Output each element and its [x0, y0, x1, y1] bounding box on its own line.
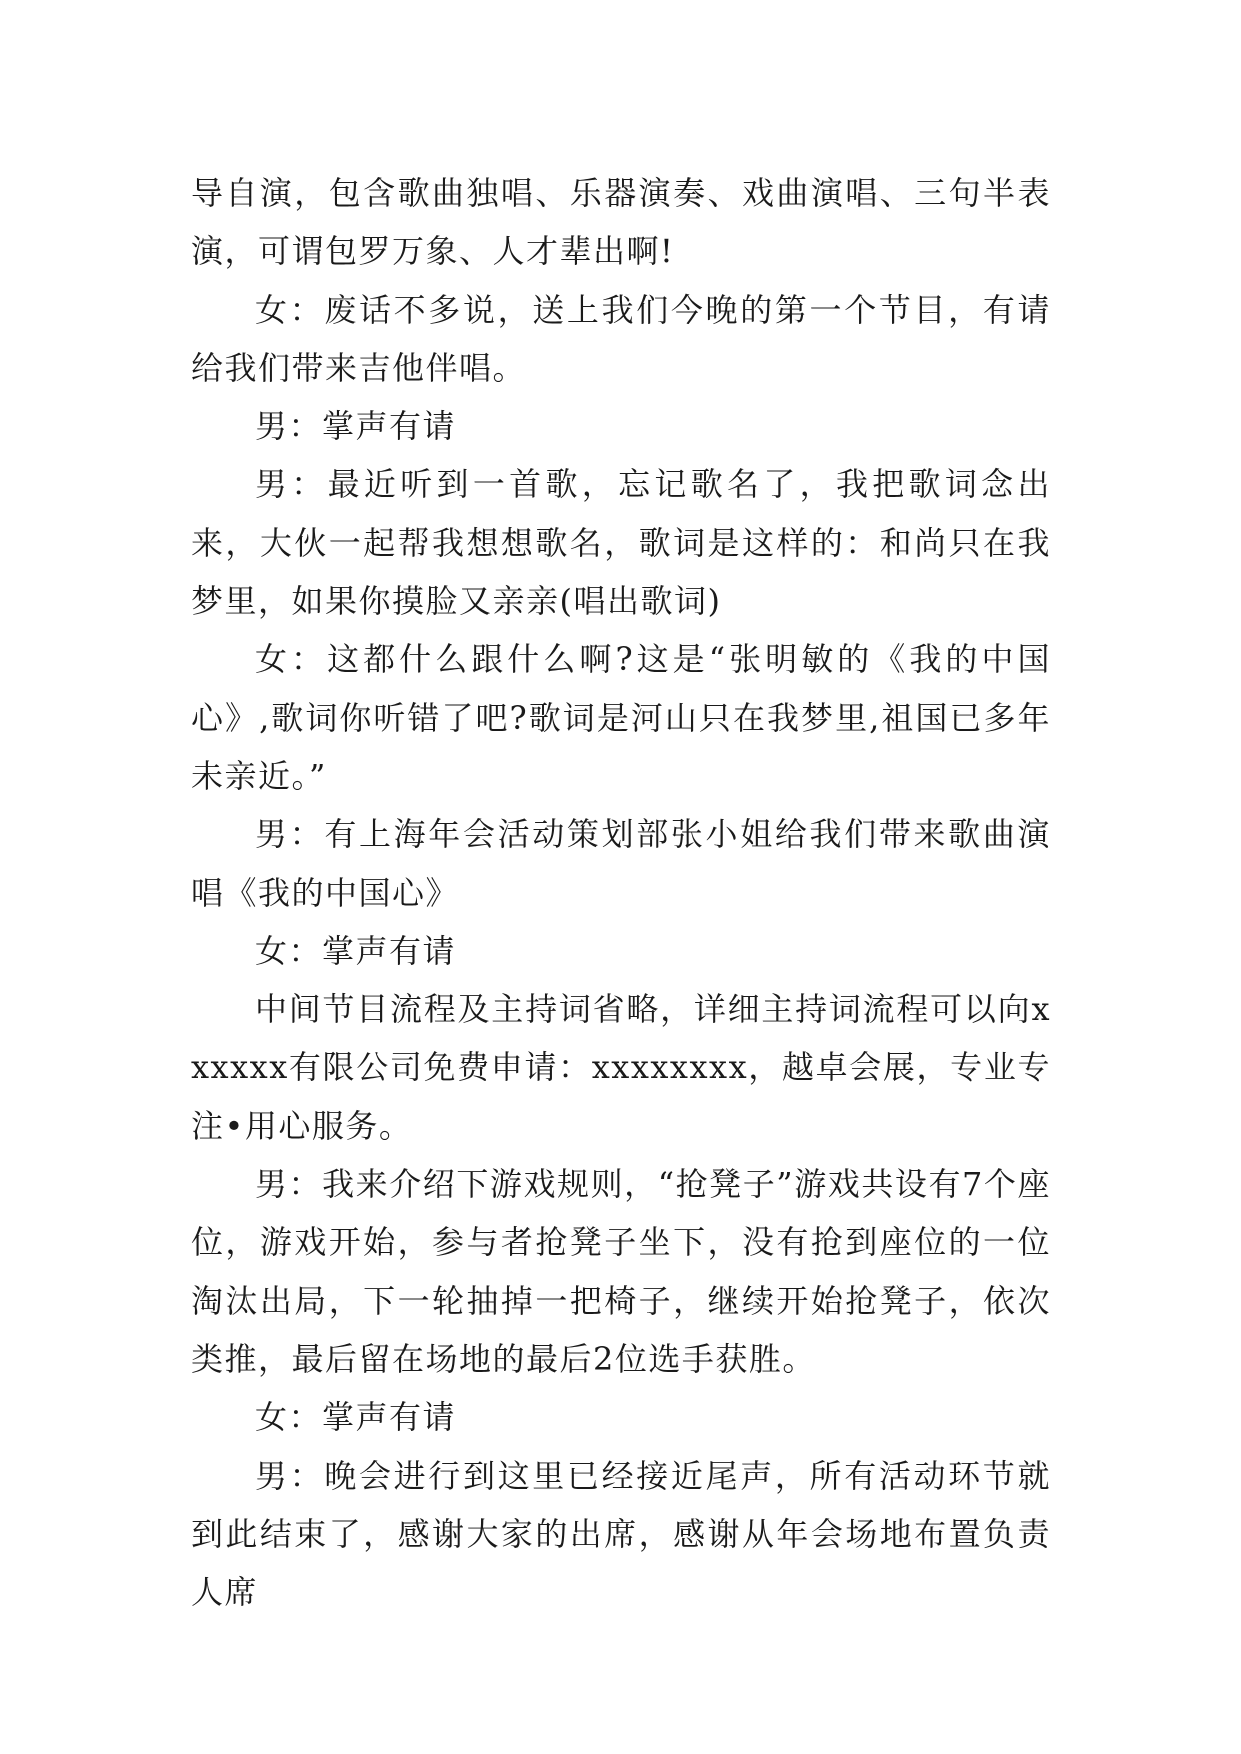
paragraph-continuation: 导自演，包含歌曲独唱、乐器演奏、戏曲演唱、三句半表演，可谓包罗万象、人才辈出啊! — [191, 174, 1051, 271]
paragraph-female-correction: 女：这都什么跟什么啊?这是“张明敏的《我的中国心》,歌词你听错了吧?歌词是河山只在我梦里,祖国已多年未亲近。” — [191, 640, 1051, 795]
paragraph-male-applause: 男：掌声有请 — [255, 407, 457, 446]
paragraph-female-applause: 女：掌声有请 — [255, 931, 457, 970]
paragraph-closing: 男：晚会进行到这里已经接近尾声，所有活动环节就到此结束了，感谢大家的出席，感谢从年会场地布置负责人席 — [191, 1456, 1051, 1612]
document-body — [191, 164, 1051, 1621]
paragraph-male-lyrics-joke: 男：最近听到一首歌，忘记歌名了，我把歌词念出来，大伙一起帮我想想歌名，歌词是这样的：和尚只在我梦里，如果你摸脸又亲亲(唱出歌词) — [191, 465, 1051, 621]
paragraph-female-applause-2: 女：掌声有请 — [255, 1398, 457, 1437]
paragraph-female-host-first-program: 女：废话不多说，送上我们今晚的第一个节目，有请给我们带来吉他伴唱。 — [191, 290, 1051, 387]
paragraph-male-song-intro: 男：有上海年会活动策划部张小姐给我们带来歌曲演唱《我的中国心》 — [191, 815, 1051, 912]
paragraph-omitted-note: 中间节目流程及主持词省略，详细主持词流程可以向xxxxxx有限公司免费申请：xxxxxxxx，越卓会展，专业专注•用心服务。 — [191, 990, 1051, 1145]
paragraph-game-rules: 男：我来介绍下游戏规则，“抢凳子”游戏共设有7个座位，游戏开始，参与者抢凳子坐下，没有抢到座位的一位淘汰出局，下一轮抽掉一把椅子，继续开始抢凳子，依次类推，最后留在场地的最后2位选手获胜。 — [191, 1165, 1051, 1378]
